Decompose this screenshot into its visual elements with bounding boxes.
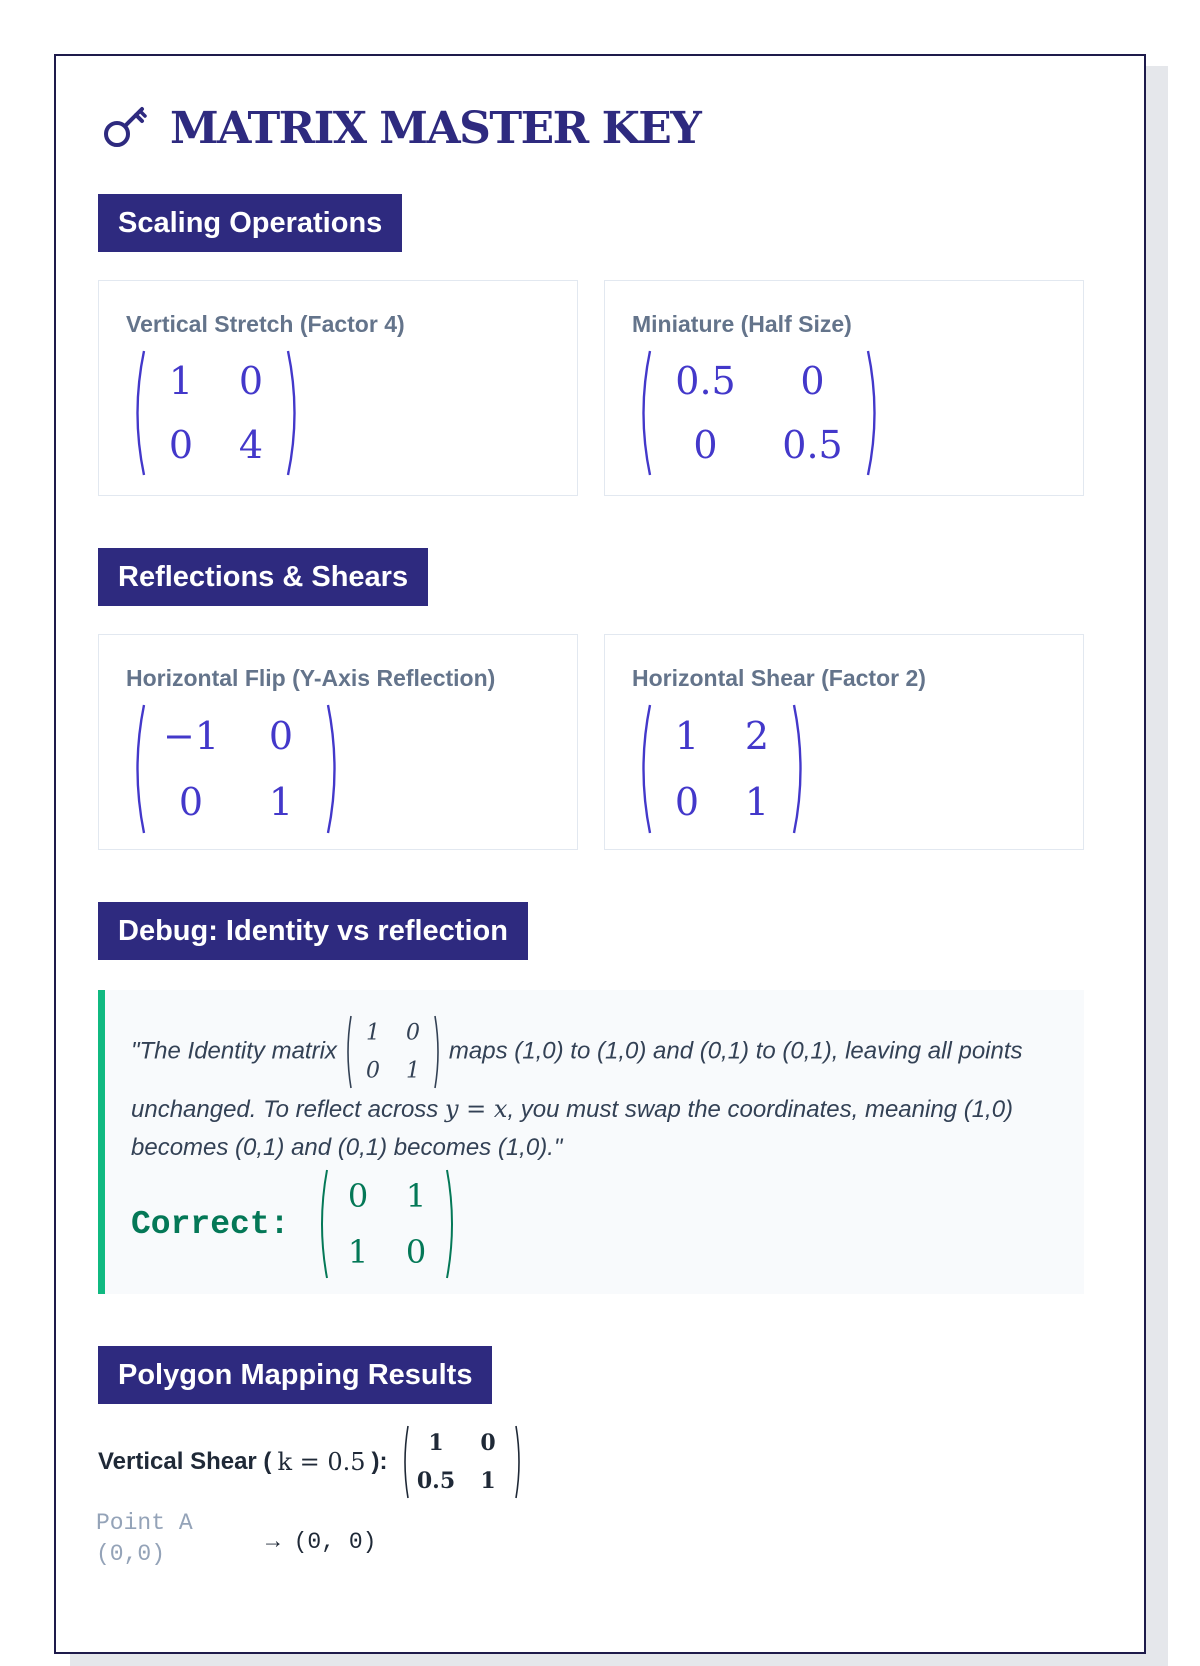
quote-text-middle: maps (1,0) to (1,0) and (0,1) to (0,1), leaving all points unchanged. To reflect across	[131, 1037, 1023, 1123]
matrix-entry: 0.5	[416, 1468, 455, 1494]
quote-text-start: "The Identity matrix	[131, 1037, 337, 1065]
key-icon	[100, 101, 150, 156]
matrix-card-vertical-stretch	[98, 280, 578, 496]
matrix-entry: 1	[268, 780, 294, 824]
section-title-polygon: Polygon Mapping Results	[98, 1346, 492, 1404]
matrix-entry: −1	[162, 714, 220, 758]
identity-matrix	[343, 1014, 443, 1090]
debug-callout	[98, 990, 1084, 1294]
right-parenthesis	[435, 1016, 438, 1088]
correct-label: Correct:	[131, 1205, 290, 1243]
matrix-entry: 1	[405, 1058, 420, 1084]
matrix-card-horizontal-flip	[98, 634, 578, 850]
section-title-debug: Debug: Identity vs reflection	[98, 902, 528, 960]
right-parenthesis	[447, 1170, 452, 1278]
matrix-svg	[343, 1014, 443, 1090]
left-parenthesis	[644, 351, 651, 475]
matrix-entry: 0	[479, 1430, 496, 1456]
matrix-entry: 0	[693, 423, 718, 467]
matrix-entry: 0.5	[675, 359, 736, 403]
vertical-shear-label: Vertical Shear (	[98, 1448, 272, 1475]
matrix-svg	[315, 1168, 459, 1280]
matrix-svg	[129, 703, 343, 835]
matrix-display	[129, 703, 343, 835]
matrix-entry: 1	[348, 1233, 369, 1271]
left-parenthesis	[138, 351, 145, 475]
matrix-entry: 0	[238, 359, 264, 403]
matrix-display	[635, 349, 883, 477]
section-title-scaling: Scaling Operations	[98, 194, 402, 252]
matrix-card-label: Horizontal Flip (Y-Axis Reflection)	[126, 665, 496, 691]
matrix-entry: 0	[674, 780, 700, 824]
correct-answer	[131, 1168, 459, 1280]
matrix-card-label: Horizontal Shear (Factor 2)	[632, 665, 926, 691]
left-parenthesis	[322, 1170, 327, 1278]
matrix-svg	[400, 1424, 524, 1500]
matrix-svg	[129, 349, 303, 477]
matrix-entry: 0	[348, 1177, 369, 1215]
right-parenthesis	[328, 705, 335, 833]
right-parenthesis	[794, 705, 801, 833]
matrix-display	[129, 349, 303, 477]
matrix-entry: 0	[406, 1233, 427, 1271]
matrix-card-miniature	[604, 280, 1084, 496]
point-a-label: Point A (0,0)	[96, 1510, 193, 1567]
page-title: MATRIX MASTER KEY	[170, 102, 701, 154]
vertical-shear-expression: k = 0.5	[277, 1448, 366, 1476]
left-parenthesis	[644, 705, 651, 833]
matrix-entry: 1	[479, 1468, 496, 1494]
left-parenthesis	[138, 705, 145, 833]
vertical-shear-line	[98, 1424, 524, 1500]
matrix-entry: 1	[406, 1177, 427, 1215]
left-parenthesis	[348, 1016, 351, 1088]
matrix-entry: 1	[744, 780, 770, 824]
matrix-entry: 4	[238, 423, 264, 467]
correct-matrix	[315, 1168, 459, 1280]
matrix-entry: 0.5	[782, 423, 843, 467]
matrix-card-horizontal-shear	[604, 634, 1084, 850]
matrix-entry: 2	[744, 714, 770, 758]
right-parenthesis	[288, 351, 295, 475]
vertical-shear-matrix	[400, 1424, 524, 1500]
main-card	[54, 54, 1146, 1654]
matrix-display	[635, 703, 809, 835]
matrix-entry: 0	[168, 423, 194, 467]
quote-text-end: , you must swap the coordinates, meaning (1,0) becomes (0,1) and (0,1) becomes (1,0)."	[131, 1096, 1014, 1161]
matrix-entry: 0	[405, 1020, 420, 1046]
right-parenthesis	[516, 1426, 519, 1498]
matrix-entry: 1	[427, 1430, 444, 1456]
matrix-svg	[635, 349, 883, 477]
matrix-entry: 1	[674, 714, 700, 758]
matrix-entry: 0	[178, 780, 204, 824]
matrix-entry: 1	[365, 1020, 380, 1046]
matrix-entry: 0	[365, 1058, 380, 1084]
matrix-card-label: Vertical Stretch (Factor 4)	[126, 311, 405, 337]
point-a-result: → (0, 0)	[266, 1529, 377, 1555]
matrix-card-label: Miniature (Half Size)	[632, 311, 852, 337]
matrix-svg	[635, 703, 809, 835]
right-parenthesis	[868, 351, 875, 475]
matrix-entry: 0	[800, 359, 825, 403]
line-expression: y = x	[444, 1095, 508, 1123]
section-title-reflections: Reflections & Shears	[98, 548, 428, 606]
debug-quote	[131, 1014, 1061, 1167]
page-header	[100, 98, 700, 158]
matrix-entry: 0	[268, 714, 294, 758]
vertical-shear-suffix: ):	[371, 1448, 388, 1475]
matrix-entry: 1	[168, 359, 194, 403]
left-parenthesis	[405, 1426, 408, 1498]
